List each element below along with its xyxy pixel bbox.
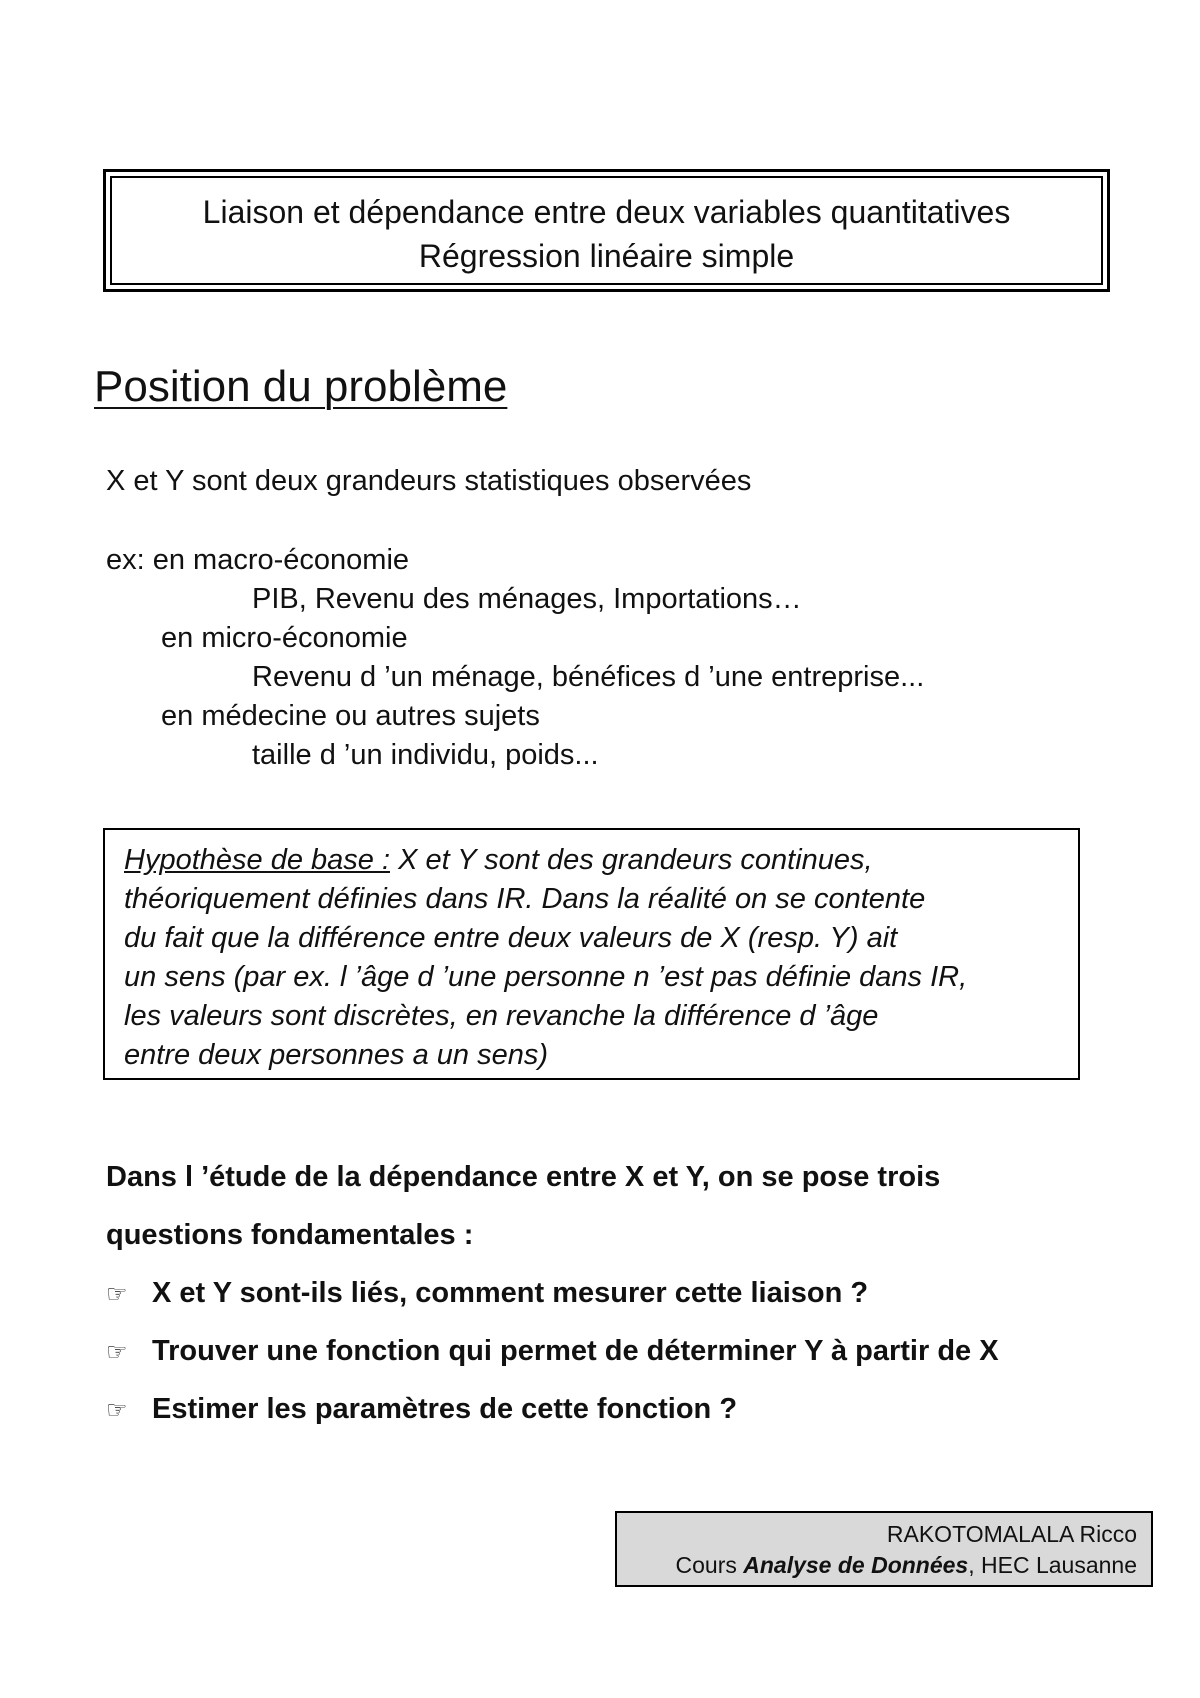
pointing-hand-icon: ☞ <box>106 1397 128 1424</box>
credit-course <box>617 1550 1137 1581</box>
example-medicine-label: en médecine ou autres sujets <box>161 700 540 732</box>
question-text: X et Y sont-ils liés, comment mesurer cette liaison ? <box>152 1277 869 1309</box>
hypothesis-line-1 <box>124 841 1078 880</box>
question-text: Trouver une fonction qui permet de déterminer Y à partir de X <box>152 1335 999 1367</box>
example-medicine-items: taille d ’un individu, poids... <box>252 739 599 771</box>
credit-box <box>615 1511 1153 1587</box>
hypothesis-line: théoriquement définies dans IR. Dans la réalité on se contente <box>124 883 926 915</box>
title-box <box>103 169 1110 292</box>
example-macro-items: PIB, Revenu des ménages, Importations… <box>252 583 802 615</box>
questions-intro-line-2: questions fondamentales : <box>106 1219 474 1251</box>
hypothesis-line: entre deux personnes a un sens) <box>124 1039 548 1071</box>
question-item <box>106 1392 737 1428</box>
pointing-hand-icon: ☞ <box>106 1339 128 1366</box>
credit-author: RAKOTOMALALA Ricco <box>886 1521 1137 1547</box>
questions-intro-line-1: Dans l ’étude de la dépendance entre X et Y, on se pose trois <box>106 1161 941 1193</box>
example-label: ex: en macro-économie <box>106 544 410 576</box>
title-line-2: Régression linéaire simple <box>418 238 795 274</box>
title-line-1: Liaison et dépendance entre deux variables quantitatives <box>202 194 1011 230</box>
hypothesis-box <box>103 828 1080 1080</box>
credit-course-prefix: Cours <box>675 1552 744 1578</box>
example-micro-items: Revenu d ’un ménage, bénéfices d ’une entreprise... <box>252 661 925 693</box>
pointing-hand-icon: ☞ <box>106 1281 128 1308</box>
credit-course-name: Analyse de Données <box>743 1552 969 1578</box>
section-heading: Position du problème <box>94 362 508 411</box>
hypothesis-line: les valeurs sont discrètes, en revanche la différence d ’âge <box>124 1000 879 1032</box>
intro-text: X et Y sont deux grandeurs statistiques observées <box>106 465 752 497</box>
question-text: Estimer les paramètres de cette fonction ? <box>152 1393 738 1425</box>
hypothesis-line: du fait que la différence entre deux valeurs de X (resp. Y) ait <box>124 922 898 954</box>
example-micro-label: en micro-économie <box>161 622 408 654</box>
hypothesis-label: Hypothèse de base : <box>124 844 391 876</box>
question-item <box>106 1276 868 1312</box>
credit-course-suffix: , HEC Lausanne <box>968 1552 1137 1578</box>
question-item <box>106 1334 999 1370</box>
hypothesis-line-1-text: X et Y sont des grandeurs continues, <box>390 844 873 876</box>
hypothesis-line: un sens (par ex. l ’âge d ’une personne n ’est pas définie dans IR, <box>124 961 968 993</box>
